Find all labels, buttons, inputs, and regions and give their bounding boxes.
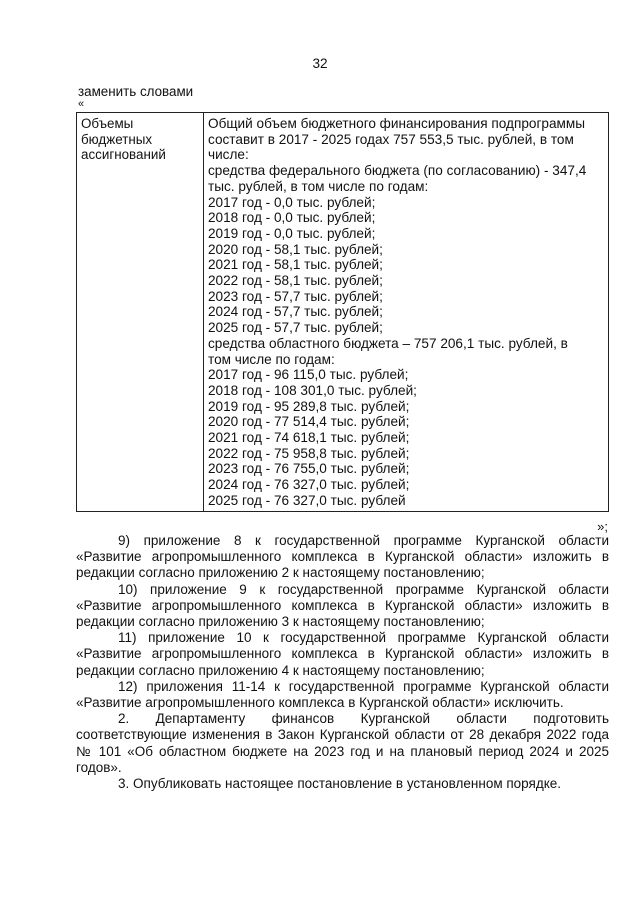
value-line: 2020 год - 58,1 тыс. рублей; bbox=[208, 241, 383, 257]
label-line: ассигнований bbox=[81, 147, 166, 163]
value-line: 2019 год - 0,0 тыс. рублей; bbox=[208, 225, 376, 241]
value-line: 2023 год - 57,7 тыс. рублей; bbox=[208, 288, 383, 304]
close-quote-mark: »; bbox=[597, 519, 608, 534]
table-value-cell bbox=[204, 113, 609, 512]
paragraph-item-11: 11) приложение 10 к государственной программе Курганской области «Развитие агропромышленного комплекса в Курганской области» изложить в редакции согласно приложению 4 к настоящему постановлению; bbox=[76, 630, 609, 678]
value-line: 2018 год - 108 301,0 тыс. рублей; bbox=[208, 382, 417, 398]
value-line: том числе по годам: bbox=[208, 351, 335, 367]
value-line: 2023 год - 76 755,0 тыс. рублей; bbox=[208, 461, 410, 477]
table-label-cell bbox=[77, 113, 204, 512]
budget-allocation-table bbox=[76, 112, 609, 512]
value-line: составит в 2017 - 2025 годах 757 553,5 тыс. рублей, в том bbox=[208, 131, 574, 147]
value-line: 2022 год - 58,1 тыс. рублей; bbox=[208, 273, 383, 289]
value-line: 2019 год - 95 289,8 тыс. рублей; bbox=[208, 398, 410, 414]
value-line: средства областного бюджета – 757 206,1 тыс. рублей, в bbox=[208, 335, 568, 351]
value-line: 2021 год - 74 618,1 тыс. рублей; bbox=[208, 430, 410, 446]
value-line: 2018 год - 0,0 тыс. рублей; bbox=[208, 210, 376, 226]
value-line: 2017 год - 0,0 тыс. рублей; bbox=[208, 194, 376, 210]
paragraph-publish: 3. Опубликовать настоящее постановление в установленном порядке. bbox=[118, 776, 562, 792]
value-line: Общий объем бюджетного финансирования подпрограммы bbox=[208, 116, 585, 131]
amendment-paragraphs bbox=[76, 533, 609, 792]
label-line: бюджетных bbox=[81, 131, 153, 147]
intro-text: заменить словами bbox=[78, 84, 194, 99]
label-line: Объемы bbox=[81, 116, 134, 131]
value-line: 2024 год - 76 327,0 тыс. рублей; bbox=[208, 477, 410, 493]
table-row bbox=[77, 113, 609, 512]
paragraph-item-9: 9) приложение 8 к государственной программе Курганской области «Развитие агропромышленного комплекса в Курганской области» изложить в редакции согласно приложению 2 к настоящему постановлению; bbox=[76, 533, 609, 581]
value-line: 2021 год - 58,1 тыс. рублей; bbox=[208, 257, 383, 273]
paragraph-item-10: 10) приложение 9 к государственной программе Курганской области «Развитие агропромышленного комплекса в Курганской области» изложить в редакции согласно приложению 3 к настоящему постановлению; bbox=[76, 581, 609, 630]
value-line: 2020 год - 77 514,4 тыс. рублей; bbox=[208, 414, 410, 430]
value-line: числе: bbox=[208, 147, 249, 163]
value-line: 2024 год - 57,7 тыс. рублей; bbox=[208, 304, 383, 320]
open-quote-mark: « bbox=[78, 98, 85, 110]
value-line: 2025 год - 57,7 тыс. рублей; bbox=[208, 320, 383, 336]
paragraph-item-12: 12) приложения 11-14 к государственной программе Курганской области «Развитие агропромышленного комплекса в Курганской области» исключить. bbox=[76, 678, 609, 711]
paragraph-finance-department: 2. Департаменту финансов Курганской области подготовить соответствующие изменения в Закон Курганской области от 28 декабря 2022 года № 101 «Об областном бюджете на 2023 год и на плановый период 2024 и 2025 годов». bbox=[76, 711, 609, 775]
value-line: 2017 год - 96 115,0 тыс. рублей; bbox=[208, 367, 409, 383]
value-line: 2025 год - 76 327,0 тыс. рублей bbox=[208, 492, 406, 508]
value-line: средства федерального бюджета (по согласованию) - 347,4 bbox=[208, 163, 587, 179]
value-line: 2022 год - 75 958,8 тыс. рублей; bbox=[208, 445, 410, 461]
value-line: тыс. рублей, в том числе по годам: bbox=[208, 178, 429, 194]
page-number: 32 bbox=[312, 56, 328, 71]
